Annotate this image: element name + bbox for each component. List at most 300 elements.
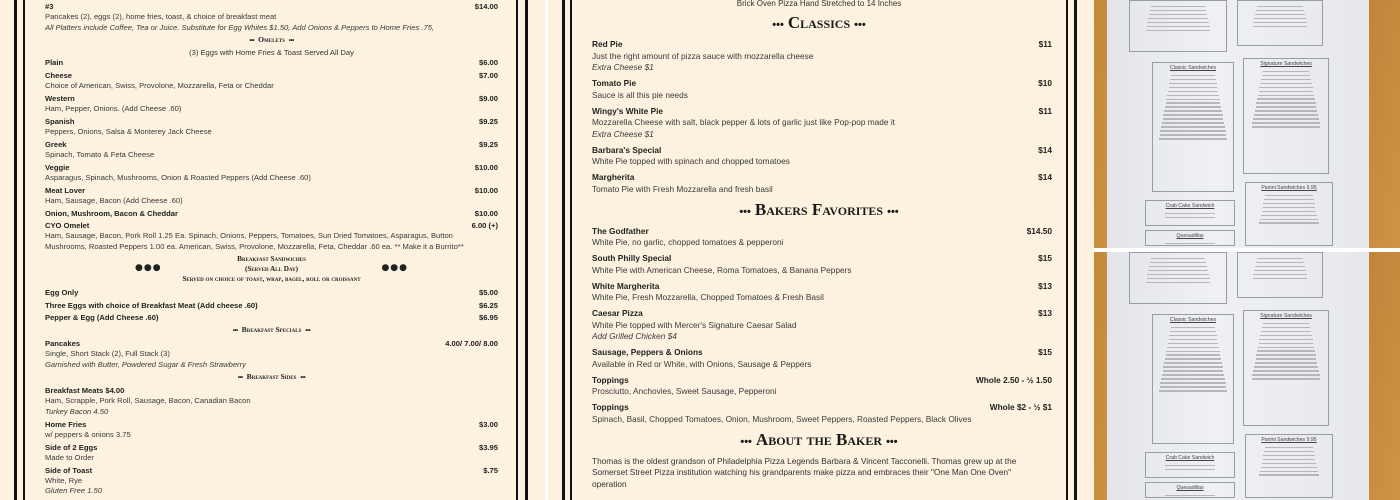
text-line — [1165, 469, 1216, 470]
item-header — [45, 442, 498, 453]
item-note: Extra Cheese $1 — [592, 62, 654, 72]
item-price: $14 — [1038, 172, 1052, 182]
menu-section-box — [1145, 230, 1235, 246]
menu-section-heading: Signature Sandwiches — [1260, 61, 1312, 67]
menu-section-heading: Classic Sandwiches — [1169, 65, 1217, 71]
text-line — [1147, 278, 1210, 279]
text-line — [1170, 79, 1216, 80]
item-name: Toppings — [592, 374, 629, 385]
item-description: Mushrooms, Roasted Peppers 1.00 ea. American, Swiss, Provolone, Mozzarella, Feta, Cheddar .60 ea. ** Make it a Burrito** — [45, 241, 464, 251]
item-name: Greek — [45, 139, 67, 149]
text-line — [1150, 262, 1206, 263]
item-description: Ham, Scrapple, Pork Roll, Sausage, Bacon, Canadian Bacon — [45, 396, 251, 405]
text-line — [1259, 339, 1312, 340]
text-line — [1263, 323, 1310, 324]
paper-menu — [1107, 0, 1369, 248]
menu-item — [45, 338, 498, 370]
item-header — [45, 1, 498, 12]
item-description: White Pie topped with spinach and chopped tomatoes — [592, 156, 790, 166]
item-header — [45, 185, 498, 196]
item-price: $9.25 — [478, 116, 498, 126]
item-description: Peppers, Onions, Salsa & Monterey Jack Cheese — [45, 126, 212, 136]
menu-item — [45, 208, 498, 219]
text-line — [1167, 347, 1219, 348]
text-line — [1160, 134, 1227, 135]
menu-photo[interactable] — [1094, 0, 1400, 248]
item-price: $6.00 — [478, 58, 498, 67]
menu-item — [45, 465, 498, 497]
item-description: Available in Red or White, with Onions, Sausage & Peppers — [592, 358, 812, 369]
item-name: Toppings — [592, 402, 629, 412]
menu-item — [45, 220, 498, 252]
item-price: $10 — [1038, 78, 1052, 88]
text-line — [1166, 351, 1219, 352]
menu-section-heading: Panini Sandwiches 9.95 — [1261, 185, 1317, 191]
item-header — [45, 57, 498, 68]
menu-item — [45, 116, 498, 138]
menu-section-box — [1237, 252, 1323, 298]
text-line — [1263, 459, 1316, 460]
menu-section-heading: Signature Sandwiches — [1260, 313, 1312, 319]
item-header — [45, 208, 498, 219]
item-description: Spinach, Tomato & Feta Cheese — [45, 149, 155, 159]
text-line — [1256, 10, 1304, 11]
item-price: $5.00 — [478, 288, 498, 297]
item-price: $10.00 — [474, 162, 498, 172]
text-line — [1261, 467, 1317, 468]
item-name: Three Eggs with choice of Breakfast Meat (Add cheese .60) — [45, 300, 258, 310]
menu-item — [45, 300, 498, 311]
section-heading — [45, 325, 498, 336]
text-line — [1256, 102, 1315, 103]
text-line — [1256, 358, 1317, 359]
item-description: Spinach, Basil, Chopped Tomatoes, Onion, Mushroom, Sweet Peppers, Roasted Peppers, Black Olives — [592, 413, 972, 424]
item-name: Pancakes — [45, 339, 81, 348]
menu-item — [592, 226, 1052, 249]
item-name: CYO Omelet — [45, 221, 90, 230]
menu-section-box — [1129, 0, 1227, 52]
menu-section-box — [1145, 482, 1235, 498]
dots-ornament: ●●● — [135, 263, 162, 273]
item-description: Made to Order — [45, 452, 94, 462]
item-description: Ham, Pepper, Onions. (Add Cheese .60) — [45, 103, 182, 113]
item-name: South Philly Special — [592, 253, 672, 263]
item-header — [592, 145, 1052, 157]
item-header — [592, 308, 1052, 320]
text-line — [1259, 91, 1314, 92]
item-header — [45, 93, 498, 104]
item-name: Red Pie — [592, 39, 623, 49]
border-line — [1074, 0, 1077, 500]
text-line — [1253, 26, 1308, 27]
item-header — [592, 253, 1052, 265]
item-description: White, Rye — [45, 475, 83, 485]
section-title: About the Baker — [755, 429, 883, 449]
section-heading — [592, 200, 1046, 222]
item-name: Tomato Pie — [592, 78, 637, 88]
item-name: Side of Toast — [45, 465, 93, 475]
text-line — [1159, 138, 1227, 139]
menu-page-pizza — [548, 0, 1094, 500]
text-line — [1167, 95, 1219, 96]
text-line — [1252, 122, 1319, 123]
text-line — [1253, 278, 1308, 279]
text-line — [1162, 374, 1224, 375]
text-line — [1253, 118, 1319, 119]
item-note: Extra Cheese $1 — [592, 128, 654, 139]
dots-ornament: ••• — [854, 19, 866, 31]
text-line — [1149, 266, 1207, 267]
item-description: w/ peppers & onions 3.75 — [45, 429, 131, 439]
text-line — [1165, 243, 1214, 244]
text-line — [1254, 18, 1305, 19]
menu-section-box — [1152, 62, 1234, 192]
item-price: $14.50 — [1026, 225, 1052, 236]
item-note: Turkey Bacon 4.50 — [45, 406, 109, 416]
text-line — [1148, 270, 1207, 271]
item-price: $13 — [1038, 280, 1052, 291]
item-price: $9.00 — [478, 93, 498, 103]
item-description: Prosciutto, Anchovies, Sweet Sausage, Pepperoni — [592, 386, 777, 396]
item-header — [45, 220, 498, 231]
dots-ornament: ••• — [772, 19, 784, 31]
menu-page-breakfast — [0, 0, 545, 500]
item-header — [592, 281, 1052, 293]
text-line — [1252, 126, 1321, 127]
item-name: Plain — [45, 58, 64, 67]
text-line — [1253, 22, 1306, 23]
text-line — [1150, 10, 1206, 11]
item-header — [45, 385, 498, 396]
menu-item — [592, 347, 1052, 370]
border-line — [525, 0, 528, 500]
text-line — [1257, 6, 1304, 7]
text-line — [1262, 75, 1310, 76]
menu-item — [45, 1, 498, 33]
menu-item — [45, 419, 498, 441]
menu-item — [592, 308, 1052, 343]
menu-item — [45, 57, 498, 68]
text-line — [1255, 362, 1317, 363]
item-price: $11 — [1038, 105, 1052, 116]
menu-section-box — [1245, 434, 1333, 498]
text-line — [1169, 83, 1216, 84]
menu-item — [592, 172, 1052, 195]
menu-item — [45, 312, 498, 323]
item-name: Wingy's White Pie — [592, 105, 664, 116]
item-price: $9.25 — [478, 139, 498, 149]
section-heading — [45, 35, 498, 46]
menu-photo[interactable] — [1094, 252, 1400, 500]
border-line — [516, 0, 518, 500]
section-title: Classics — [787, 13, 851, 32]
text-line — [1160, 130, 1225, 131]
menu-section-heading: Quesadillas — [1176, 233, 1204, 239]
section-heading-line: Served on choice of toast, wrap, bagel, roll or croissant — [182, 275, 361, 283]
section-subtitle: (3) Eggs with Home Fries & Toast Served All Day — [189, 48, 354, 57]
text-line — [1265, 447, 1313, 448]
item-header — [45, 312, 498, 323]
text-line — [1261, 79, 1311, 80]
text-line — [1258, 95, 1314, 96]
item-header — [45, 70, 498, 81]
section-title: Breakfast Sides — [246, 372, 297, 381]
item-name: Side of 2 Eggs — [45, 442, 98, 452]
text-line — [1160, 386, 1227, 387]
item-header — [45, 139, 498, 150]
text-line — [1260, 335, 1311, 336]
text-line — [1263, 207, 1316, 208]
menu-item — [45, 287, 498, 298]
text-line — [1254, 270, 1305, 271]
item-note: Add Grilled Chicken $4 — [592, 331, 677, 341]
text-line — [1258, 347, 1314, 348]
item-name: Pepper & Egg (Add Cheese .60) — [45, 313, 159, 322]
menu-item — [45, 139, 498, 161]
item-header — [592, 172, 1052, 184]
text-line — [1262, 463, 1316, 464]
text-line — [1162, 122, 1224, 123]
item-header — [45, 338, 498, 349]
item-description: White Pie, no garlic, chopped tomatoes & pepperoni — [592, 237, 784, 247]
dots-ornament: ••• — [887, 205, 899, 218]
menu-item — [45, 70, 498, 92]
dots-ornament: ••• — [300, 375, 306, 381]
text-line — [1165, 106, 1221, 107]
item-price: $3.00 — [478, 419, 498, 429]
border-line — [23, 0, 25, 500]
section-heading-line: (Served All Day) — [244, 265, 299, 273]
item-description: White Pie, Fresh Mozzarella, Chopped Tomatoes & Fresh Basil — [592, 292, 824, 302]
text-line — [1259, 474, 1318, 475]
text-line — [1165, 358, 1221, 359]
text-line — [1149, 14, 1207, 15]
menu-section-box — [1145, 452, 1235, 478]
text-line — [1171, 327, 1215, 328]
item-header — [592, 39, 1052, 51]
text-line — [1169, 87, 1218, 88]
text-line — [1257, 258, 1304, 259]
text-line — [1259, 87, 1312, 88]
menu-item — [592, 145, 1052, 168]
text-line — [1170, 331, 1216, 332]
text-line — [1255, 266, 1305, 267]
item-price: $6.95 — [478, 313, 498, 322]
text-line — [1165, 217, 1216, 218]
text-line — [1160, 382, 1225, 383]
text-line — [1164, 362, 1222, 363]
text-line — [1256, 106, 1317, 107]
item-name: Spanish — [45, 116, 75, 126]
text-line — [1259, 343, 1314, 344]
dots-ornament: ••• — [237, 375, 243, 381]
item-header — [592, 106, 1052, 118]
item-name: Sausage, Peppers & Onions — [592, 347, 703, 357]
text-line — [1161, 126, 1225, 127]
section-heading — [45, 372, 498, 383]
section-title: Breakfast Specials — [241, 325, 302, 334]
item-name: Onion, Mushroom, Bacon & Cheddar — [45, 208, 178, 218]
item-name: The Godfather — [592, 225, 649, 236]
item-name: Breakfast Meats $4.00 — [45, 386, 125, 395]
text-line — [1259, 222, 1318, 223]
text-line — [1262, 211, 1316, 212]
text-line — [1146, 30, 1211, 31]
item-price: $11 — [1038, 39, 1052, 49]
item-price: $3.95 — [478, 442, 498, 452]
text-line — [1253, 370, 1319, 371]
item-name: Egg Only — [45, 288, 79, 297]
dots-ornament: ••• — [232, 328, 238, 334]
item-header — [45, 162, 498, 173]
menu-section-heading: Quesadillas — [1176, 485, 1204, 491]
dots-ornament: ••• — [288, 38, 294, 44]
item-header — [592, 402, 1052, 414]
text-line — [1147, 26, 1210, 27]
item-description: Pancakes (2), eggs (2), home fries, toast, & choice of breakfast meat — [45, 12, 277, 21]
item-name: Cheese — [45, 70, 73, 80]
text-line — [1147, 274, 1208, 275]
text-line — [1263, 455, 1314, 456]
item-price: $.75 — [483, 465, 498, 475]
text-line — [1163, 114, 1222, 115]
menu-section-box — [1237, 0, 1323, 46]
menu-item — [592, 281, 1052, 304]
text-line — [1146, 282, 1211, 283]
item-description: Ham, Sausage, Bacon (Add Cheese .60) — [45, 195, 183, 205]
paper-menu — [1107, 252, 1369, 500]
menu-section-heading: Crab Cake Sandwich — [1165, 455, 1215, 461]
item-description: Ham, Sausage, Bacon, Pork Roll 1.25 Ea. Spinach, Onions, Peppers, Tomatoes, Sun Dried Tomatoes, Asparagus, Button — [45, 231, 453, 240]
dots-ornament: ••• — [739, 205, 751, 218]
item-description: White Pie topped with Mercer's Signature Caesar Salad — [592, 319, 797, 330]
intro-text: Brick Oven Pizza Hand Stretched to 14 Inches — [736, 0, 902, 8]
text-line — [1166, 354, 1221, 355]
item-name: White Margherita — [592, 280, 660, 291]
text-line — [1256, 262, 1304, 263]
item-price: $15 — [1038, 253, 1052, 263]
item-price: Whole $2 - ½ $1 — [989, 402, 1052, 412]
menu-section-box — [1243, 310, 1329, 426]
text-line — [1255, 110, 1317, 111]
item-name: Barbara's Special — [592, 144, 662, 155]
dots-ornament: ••• — [305, 328, 311, 334]
text-line — [1161, 378, 1225, 379]
text-line — [1169, 339, 1218, 340]
text-line — [1168, 343, 1218, 344]
menu-item — [45, 442, 498, 464]
item-price: 6.00 (+) — [471, 221, 498, 230]
border-line — [570, 0, 572, 500]
section-heading-line: Breakfast Sandwiches — [237, 255, 306, 263]
text-line — [1151, 258, 1205, 259]
menu-item — [592, 106, 1052, 141]
text-line — [1260, 471, 1318, 472]
menu-section-box — [1145, 200, 1235, 226]
menu-section-box — [1152, 314, 1234, 444]
about-paragraph: Thomas is the oldest grandson of Philadelphia Pizza Legends Barbara & Vincent Tacconelli. Thomas grew up at the Somerset Street Pizza institution watching his grandparents make pizza and embraces their "One Man One Oven" operation — [592, 455, 1017, 489]
item-price: $14.00 — [474, 2, 498, 11]
item-header — [45, 465, 498, 476]
text-line — [1169, 335, 1216, 336]
text-line — [1163, 370, 1224, 371]
item-header — [45, 419, 498, 430]
text-line — [1261, 331, 1311, 332]
text-line — [1254, 366, 1318, 367]
section-heading — [45, 254, 498, 284]
item-price: $10.00 — [474, 208, 498, 218]
text-line — [1166, 102, 1221, 103]
item-price: Whole 2.50 - ½ 1.50 — [975, 374, 1052, 385]
text-line — [1260, 83, 1311, 84]
section-heading — [592, 13, 1046, 35]
item-price: $10.00 — [474, 185, 498, 195]
text-line — [1255, 14, 1305, 15]
menu-item — [45, 185, 498, 207]
item-header — [592, 226, 1052, 238]
dots-ornament: ••• — [886, 435, 898, 448]
item-name: Veggie — [45, 162, 70, 172]
item-header — [45, 287, 498, 298]
menu-item — [592, 402, 1052, 425]
text-line — [1264, 451, 1314, 452]
text-line — [1265, 195, 1313, 196]
text-line — [1163, 118, 1224, 119]
menu-section-heading: Panini Sandwiches 9.95 — [1261, 437, 1317, 443]
text-line — [1164, 110, 1222, 111]
text-line — [1261, 215, 1317, 216]
pizza-menu-list — [592, 0, 1052, 490]
item-note: Garnished with Butter, Powdered Sugar & Fresh Strawberry — [45, 359, 246, 369]
text-line — [1253, 274, 1306, 275]
item-note: Gluten Free 1.50 — [45, 486, 102, 495]
menu-item — [45, 385, 498, 417]
item-price: $6.25 — [478, 300, 498, 310]
item-description: Mozzarella Cheese with salt, black pepper & lots of garlic just like Pop-pop made it — [592, 117, 895, 127]
item-name: #3 — [45, 2, 54, 11]
section-title: Bakers Favorites — [754, 199, 884, 219]
menu-section-heading: Classic Sandwiches — [1169, 317, 1217, 323]
item-description: Sauce is all this pie needs — [592, 89, 688, 100]
text-line — [1264, 199, 1314, 200]
menu-section-box — [1243, 58, 1329, 174]
item-description: Single, Short Stack (2), Full Stack (3) — [45, 349, 170, 358]
dots-ornament: ••• — [249, 38, 255, 44]
item-price: $13 — [1038, 308, 1052, 318]
text-line — [1148, 18, 1207, 19]
text-line — [1171, 75, 1215, 76]
menu-item — [592, 253, 1052, 276]
item-header — [45, 116, 498, 127]
item-price: 4.00/ 7.00/ 8.00 — [445, 339, 498, 348]
text-line — [1263, 203, 1314, 204]
menu-item — [592, 78, 1052, 101]
menu-section-heading: Crab Cake Sandwich — [1165, 203, 1215, 209]
text-line — [1159, 390, 1227, 391]
item-description: Tomato Pie with Fresh Mozzarella and fresh basil — [592, 183, 773, 194]
item-note: All Platters include Coffee, Tea or Juice. Substitute for Egg Whites $1.50, Add Onions & Peppers to Home Fries .75, — [45, 22, 435, 32]
text-line — [1151, 6, 1205, 7]
menu-item — [592, 375, 1052, 398]
breakfast-menu-list — [45, 1, 498, 498]
dots-ornament: ••• — [740, 435, 752, 448]
text-line — [1165, 213, 1214, 214]
border-line — [562, 0, 565, 500]
dots-ornament: ●●● — [381, 263, 408, 273]
item-name: Margherita — [592, 172, 635, 182]
item-description: Choice of American, Swiss, Provolone, Mozzarella, Feta or Cheddar — [45, 80, 274, 90]
item-price: $7.00 — [478, 70, 498, 80]
